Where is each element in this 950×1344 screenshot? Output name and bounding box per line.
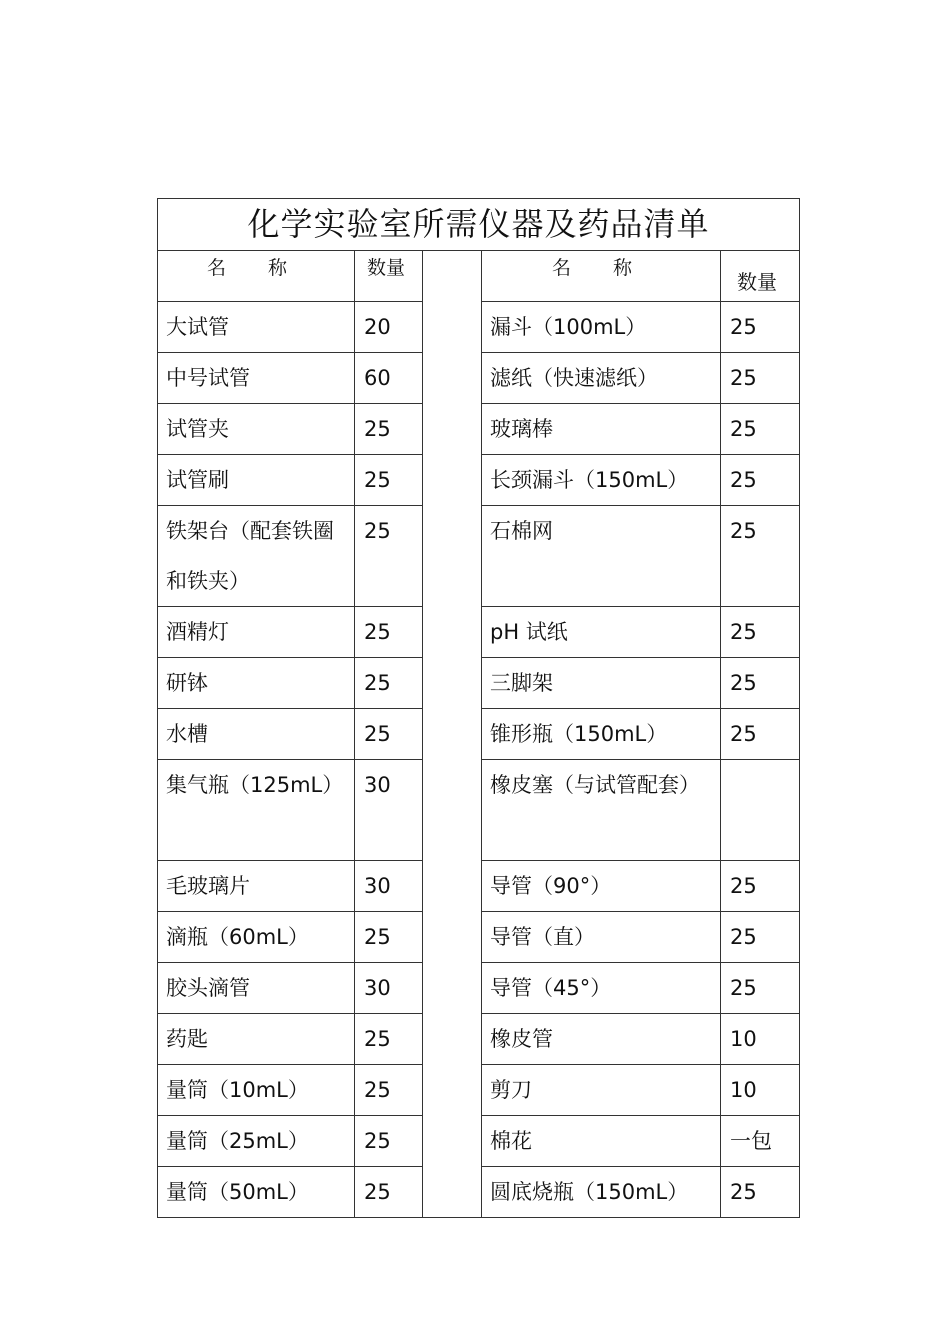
item-name-right: 导管（直） xyxy=(482,912,721,963)
item-name-left: 水槽 xyxy=(158,709,355,760)
item-name-left: 滴瓶（60mL） xyxy=(158,912,355,963)
item-name-right: 漏斗（100mL） xyxy=(482,302,721,353)
item-qty-right: 10 xyxy=(721,1014,800,1065)
item-qty-right: 25 xyxy=(721,709,800,760)
item-qty-left: 25 xyxy=(355,1116,423,1167)
item-qty-left: 60 xyxy=(355,353,423,404)
item-name-right: 三脚架 xyxy=(482,658,721,709)
item-qty-right: 25 xyxy=(721,455,800,506)
item-name-left: 试管夹 xyxy=(158,404,355,455)
item-name-left: 毛玻璃片 xyxy=(158,861,355,912)
item-name-left: 胶头滴管 xyxy=(158,963,355,1014)
item-qty-right: 一包 xyxy=(721,1116,800,1167)
item-qty-right: 25 xyxy=(721,912,800,963)
item-qty-left: 25 xyxy=(355,1167,423,1218)
header-left-qty: 数量 xyxy=(355,251,423,302)
column-gap xyxy=(423,251,482,1218)
item-qty-right: 25 xyxy=(721,506,800,607)
item-qty-left: 30 xyxy=(355,861,423,912)
item-qty-right: 25 xyxy=(721,353,800,404)
item-name-left: 试管刷 xyxy=(158,455,355,506)
item-name-right: 导管（90°） xyxy=(482,861,721,912)
header-left-name: 名 称 xyxy=(158,251,355,302)
page-title: 化学实验室所需仪器及药品清单 xyxy=(158,199,800,251)
item-name-right: pH 试纸 xyxy=(482,607,721,658)
item-name-right: 圆底烧瓶（150mL） xyxy=(482,1167,721,1218)
item-name-right: 导管（45°） xyxy=(482,963,721,1014)
item-qty-left: 25 xyxy=(355,1065,423,1116)
item-name-right: 橡皮管 xyxy=(482,1014,721,1065)
item-qty-right: 25 xyxy=(721,607,800,658)
item-name-right: 石棉网 xyxy=(482,506,721,607)
item-name-left: 大试管 xyxy=(158,302,355,353)
item-qty-left: 25 xyxy=(355,404,423,455)
item-name-right: 锥形瓶（150mL） xyxy=(482,709,721,760)
item-qty-right: 25 xyxy=(721,302,800,353)
item-qty-right: 25 xyxy=(721,963,800,1014)
item-qty-left: 25 xyxy=(355,658,423,709)
item-qty-left: 20 xyxy=(355,302,423,353)
item-qty-right: 25 xyxy=(721,404,800,455)
header-right-name: 名 称 xyxy=(482,251,721,302)
item-name-left: 量筒（50mL） xyxy=(158,1167,355,1218)
item-name-left: 量筒（25mL） xyxy=(158,1116,355,1167)
inventory-table xyxy=(157,198,800,1218)
item-qty-right: 10 xyxy=(721,1065,800,1116)
item-qty-right: 25 xyxy=(721,861,800,912)
item-name-right: 长颈漏斗（150mL） xyxy=(482,455,721,506)
item-name-left: 集气瓶（125mL） xyxy=(158,760,355,861)
item-qty-left: 25 xyxy=(355,607,423,658)
item-qty-left: 25 xyxy=(355,912,423,963)
item-name-right: 橡皮塞（与试管配套） xyxy=(482,760,721,861)
item-qty-right: 25 xyxy=(721,1167,800,1218)
item-name-left: 中号试管 xyxy=(158,353,355,404)
item-qty-left: 25 xyxy=(355,455,423,506)
item-name-left: 研钵 xyxy=(158,658,355,709)
item-qty-left: 25 xyxy=(355,709,423,760)
item-name-right: 棉花 xyxy=(482,1116,721,1167)
item-qty-left: 25 xyxy=(355,1014,423,1065)
item-qty-right: 25 xyxy=(721,658,800,709)
item-name-right: 玻璃棒 xyxy=(482,404,721,455)
item-qty-left: 30 xyxy=(355,963,423,1014)
item-qty-left: 30 xyxy=(355,760,423,861)
item-qty-right xyxy=(721,760,800,861)
item-qty-left: 25 xyxy=(355,506,423,607)
item-name-left: 铁架台（配套铁圈和铁夹） xyxy=(158,506,355,607)
item-name-left: 药匙 xyxy=(158,1014,355,1065)
item-name-right: 剪刀 xyxy=(482,1065,721,1116)
item-name-right: 滤纸（快速滤纸） xyxy=(482,353,721,404)
item-name-left: 量筒（10mL） xyxy=(158,1065,355,1116)
header-right-qty: 数量 xyxy=(721,251,800,302)
item-name-left: 酒精灯 xyxy=(158,607,355,658)
